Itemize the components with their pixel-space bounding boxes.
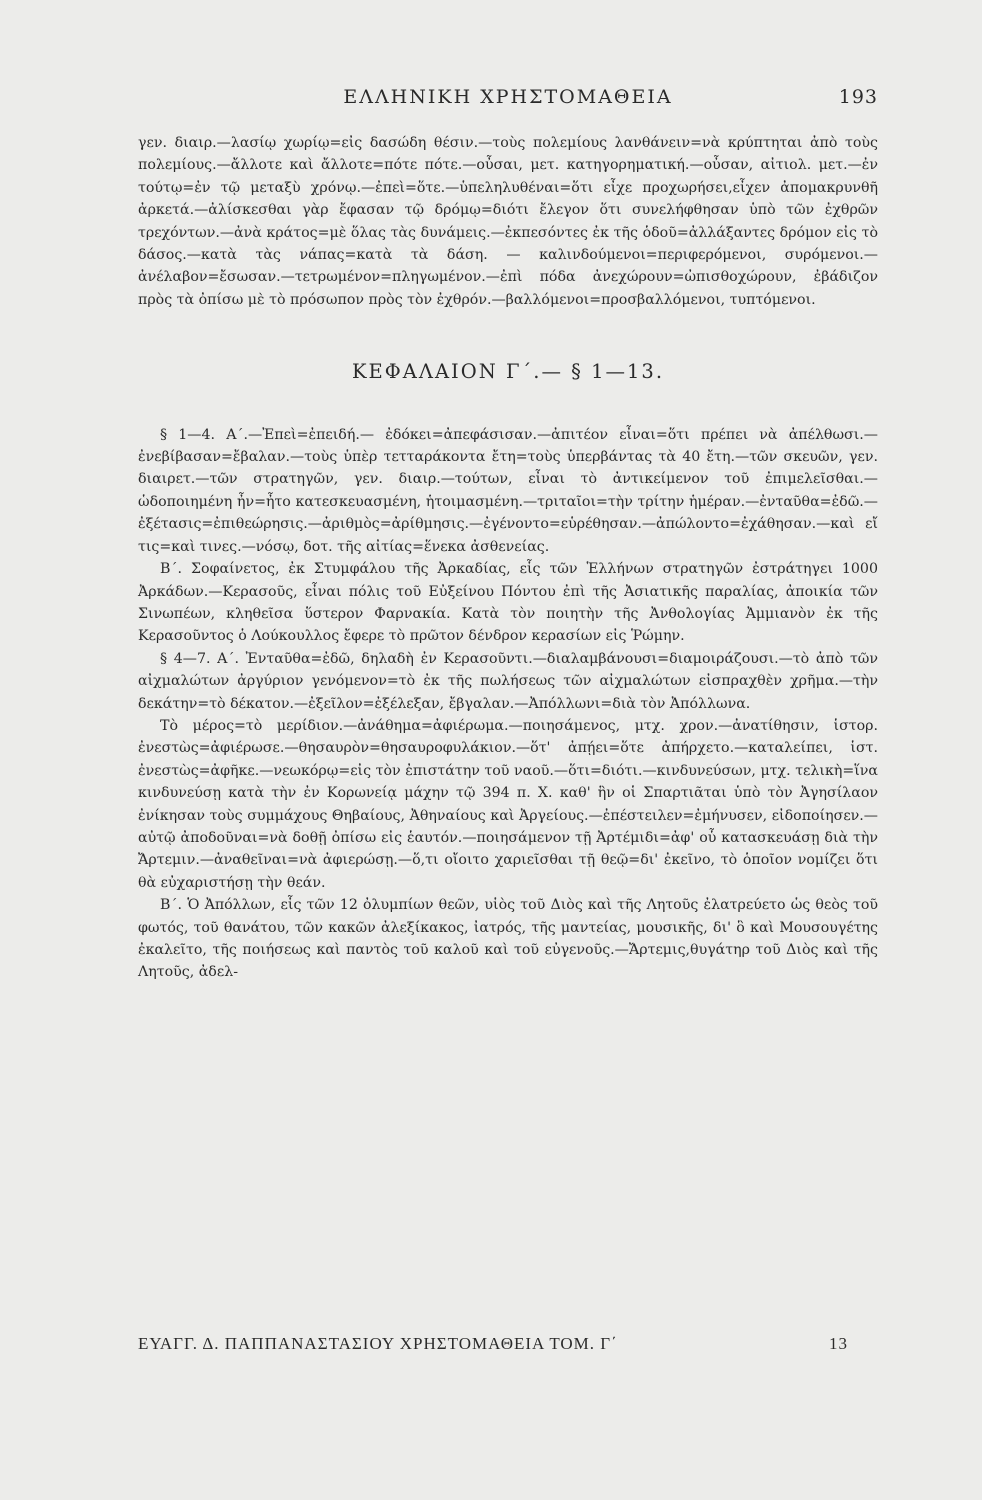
- page-header: [138, 86, 878, 116]
- section-paragraph: Τὸ μέρος=τὸ μερίδιον.—ἀνάθημα=ἀφιέρωμα.—ποιησάμενος, μτχ. χρον.—ἀνατίθησιν, ἱστορ. ἐνεστὼς=ἀφιέρωσε.—θησαυρὸν=θησαυροφυλάκιον.—ὅτ' ἀπῄει=ὅτε ἀπήρχετο.—καταλείπει, ἱστ. ἐνεστὼς=ἀφῆκε.—νεωκόρῳ=εἰς τὸν ἐπιστάτην τοῦ ναοῦ.—ὅτι=διότι.—κινδυνεύσων, μτχ. τελικὴ=ἵνα κινδυνεύσῃ κατὰ τὴν ἐν Κορωνείᾳ μάχην τῷ 394 π. Χ. καθ' ἣν οἱ Σπαρτιᾶται ὑπὸ τὸν Ἀγησίλαον ἐνίκησαν τοὺς συμμάχους Θηβαίους, Ἀθηναίους καὶ Ἀργείους.—ἐπέστειλεν=ἐμήνυσεν, εἰδοποίησεν.—αὐτῷ ἀποδοῦναι=νὰ δοθῇ ὀπίσω εἰς ἑαυτόν.—ποιησάμενον τῇ Ἀρτέμιδι=ἀφ' οὗ κατασκευάσῃ διὰ τὴν Ἄρτεμιν.—ἀναθεῖναι=νὰ ἀφιερώσῃ.—ὅ,τι οἴοιτο χαριεῖσθαι τῇ θεῷ=δι' ἐκεῖνο, τὸ ὁποῖον νομίζει ὅτι θὰ εὐχαριστήσῃ τὴν θεάν.: [138, 717, 878, 891]
- section-paragraph: Β΄. Ὁ Ἀπόλλων, εἷς τῶν 12 ὀλυμπίων θεῶν, υἱὸς τοῦ Διὸς καὶ τῆς Λητοῦς ἐλατρεύετο ὡς θεὸς τοῦ φωτός, τοῦ θανάτου, τῶν κακῶν ἀλεξίκακος, ἰατρός, τῆς μαντείας, μουσικῆς, δι' ὃ καὶ Μουσουγέτης ἐκαλεῖτο, τῆς ποιήσεως καὶ παντὸς τοῦ καλοῦ καὶ τοῦ εὐγενοῦς.—Ἄρτεμις,θυγάτηρ τοῦ Διὸς καὶ τῆς Λητοῦς, ἀδελ-: [138, 897, 878, 981]
- footer-signature: ΕΥΑΓΓ. Δ. ΠΑΠΠΑΝΑΣΤΑΣΙΟΥ ΧΡΗΣΤΟΜΑΘΕΙΑ ΤΟΜ. Γ΄: [138, 1334, 618, 1353]
- section-paragraph: § 4—7. Α΄. Ἐνταῦθα=ἐδῶ, δηλαδὴ ἐν Κερασοῦντι.—διαλαμβάνουσι=διαμοιράζουσι.—τὸ ἀπὸ τῶν αἰχμαλώτων ἀργύριον γενόμενον=τὸ ἐκ τῆς πωλήσεως τῶν αἰχμαλώτων εἰσπραχθὲν χρῆμα.—τὴν δεκάτην=τὸ δέκατον.—ἐξεῖλον=ἐξέλεξαν, ἔβγαλαν.—Ἀπόλλωνι=διὰ τὸν Ἀπόλλωνα.: [138, 650, 878, 712]
- footer-sheet-number: 13: [829, 1334, 848, 1353]
- section-paragraph: § 1—4. Α΄.—Ἐπεὶ=ἐπειδή.— ἐδόκει=ἀπεφάσισαν.—ἀπιτέον εἶναι=ὅτι πρέπει νὰ ἀπέλθωσι.—ἐνεβίβασαν=ἔβαλαν.—τοὺς ὑπὲρ τετταράκοντα ἔτη=τοὺς ὑπερβάντας τὰ 40 ἔτη.—τῶν σκευῶν, γεν. διαιρετ.—τῶν στρατηγῶν, γεν. διαιρ.—τούτων, εἶναι τὸ ἀντικείμενον τοῦ ἐπιμελεῖσθαι.—ὡδοποιημένη ἦν=ἦτο κατεσκευασμένη, ἡτοιμασμένη.—τριταῖοι=τὴν τρίτην ἡμέραν.—ἐνταῦθα=ἐδῶ.—ἐξέτασις=ἐπιθεώρησις.—ἀριθμὸς=ἀρίθμησις.—ἐγένοντο=εὑρέθησαν.—ἀπώλοντο=ἐχάθησαν.—καὶ εἴ τις=καὶ τινες.—νόσῳ, δοτ. τῆς αἰτίας=ἕνεκα ἀσθενείας.: [138, 426, 878, 555]
- page-body: [138, 132, 878, 984]
- page-number: 193: [838, 86, 878, 108]
- vocab-paragraph-intro: γεν. διαιρ.—λασίῳ χωρίῳ=εἰς δασώδη θέσιν.—τοὺς πολεμίους λανθάνειν=νὰ κρύπτηται ἀπὸ τοὺς πολεμίους.—ἄλλοτε καὶ ἄλλοτε=πότε πότε.—οὖσαι, μετ. κατηγορηματική.—οὖσαν, αἰτιολ. μετ.—ἐν τούτῳ=ἐν τῷ μεταξὺ χρόνῳ.—ἐπεὶ=ὅτε.—ὑπεληλυθέναι=ὅτι εἶχε προχωρήσει,εἶχεν ἀπομακρυνθῆ ἀρκετά.—ἀλίσκεσθαι γὰρ ἔφασαν τῷ δρόμῳ=διότι ἔλεγον ὅτι συνελήφθησαν ὑπὸ τῶν ἐχθρῶν τρεχόντων.—ἀνὰ κράτος=μὲ ὅλας τὰς δυνάμεις.—ἐκπεσόντες ἐκ τῆς ὁδοῦ=ἀλλάξαντες δρόμον εἰς τὸ δάσος.—κατὰ τὰς νάπας=κατὰ τὰ δάση. — καλινδούμενοι=περιφερόμενοι, συρόμενοι.—ἀνέλαβον=ἔσωσαν.—τετρωμένον=πληγωμένον.—ἐπὶ πόδα ἀνεχώρουν=ὠπισθοχώρουν, ἐβάδιζον πρὸς τὰ ὀπίσω μὲ τὸ πρόσωπον πρὸς τὸν ἐχθρόν.—βαλλόμενοι=προσβαλλόμενοι, τυπτόμενοι.: [138, 135, 878, 308]
- section-paragraph: Β΄. Σοφαίνετος, ἐκ Στυμφάλου τῆς Ἀρκαδίας, εἷς τῶν Ἑλλήνων στρατηγῶν ἐστράτηγει 1000 Ἀρκάδων.—Κερασοῦς, εἶναι πόλις τοῦ Εὐξείνου Πόντου ἐπὶ τῆς Ἀσιατικῆς παραλίας, ἀποικία τῶν Σινωπέων, κληθεῖσα ὕστερον Φαρνακία. Κατὰ τὸν ποιητὴν τῆς Ἀνθολογίας Ἀμμιανὸν ἐκ τῆς Κερασοῦντος ὁ Λούκουλλος ἔφερε τὸ πρῶτον δένδρον κερασίων εἰς Ῥώμην.: [138, 561, 878, 645]
- chapter-heading: ΚΕΦΑΛΑΙΟΝ Γ΄.— § 1—13.: [351, 360, 665, 384]
- running-title: ΕΛΛΗΝΙΚΗ ΧΡΗΣΤΟΜΑΘΕΙΑ: [343, 86, 673, 108]
